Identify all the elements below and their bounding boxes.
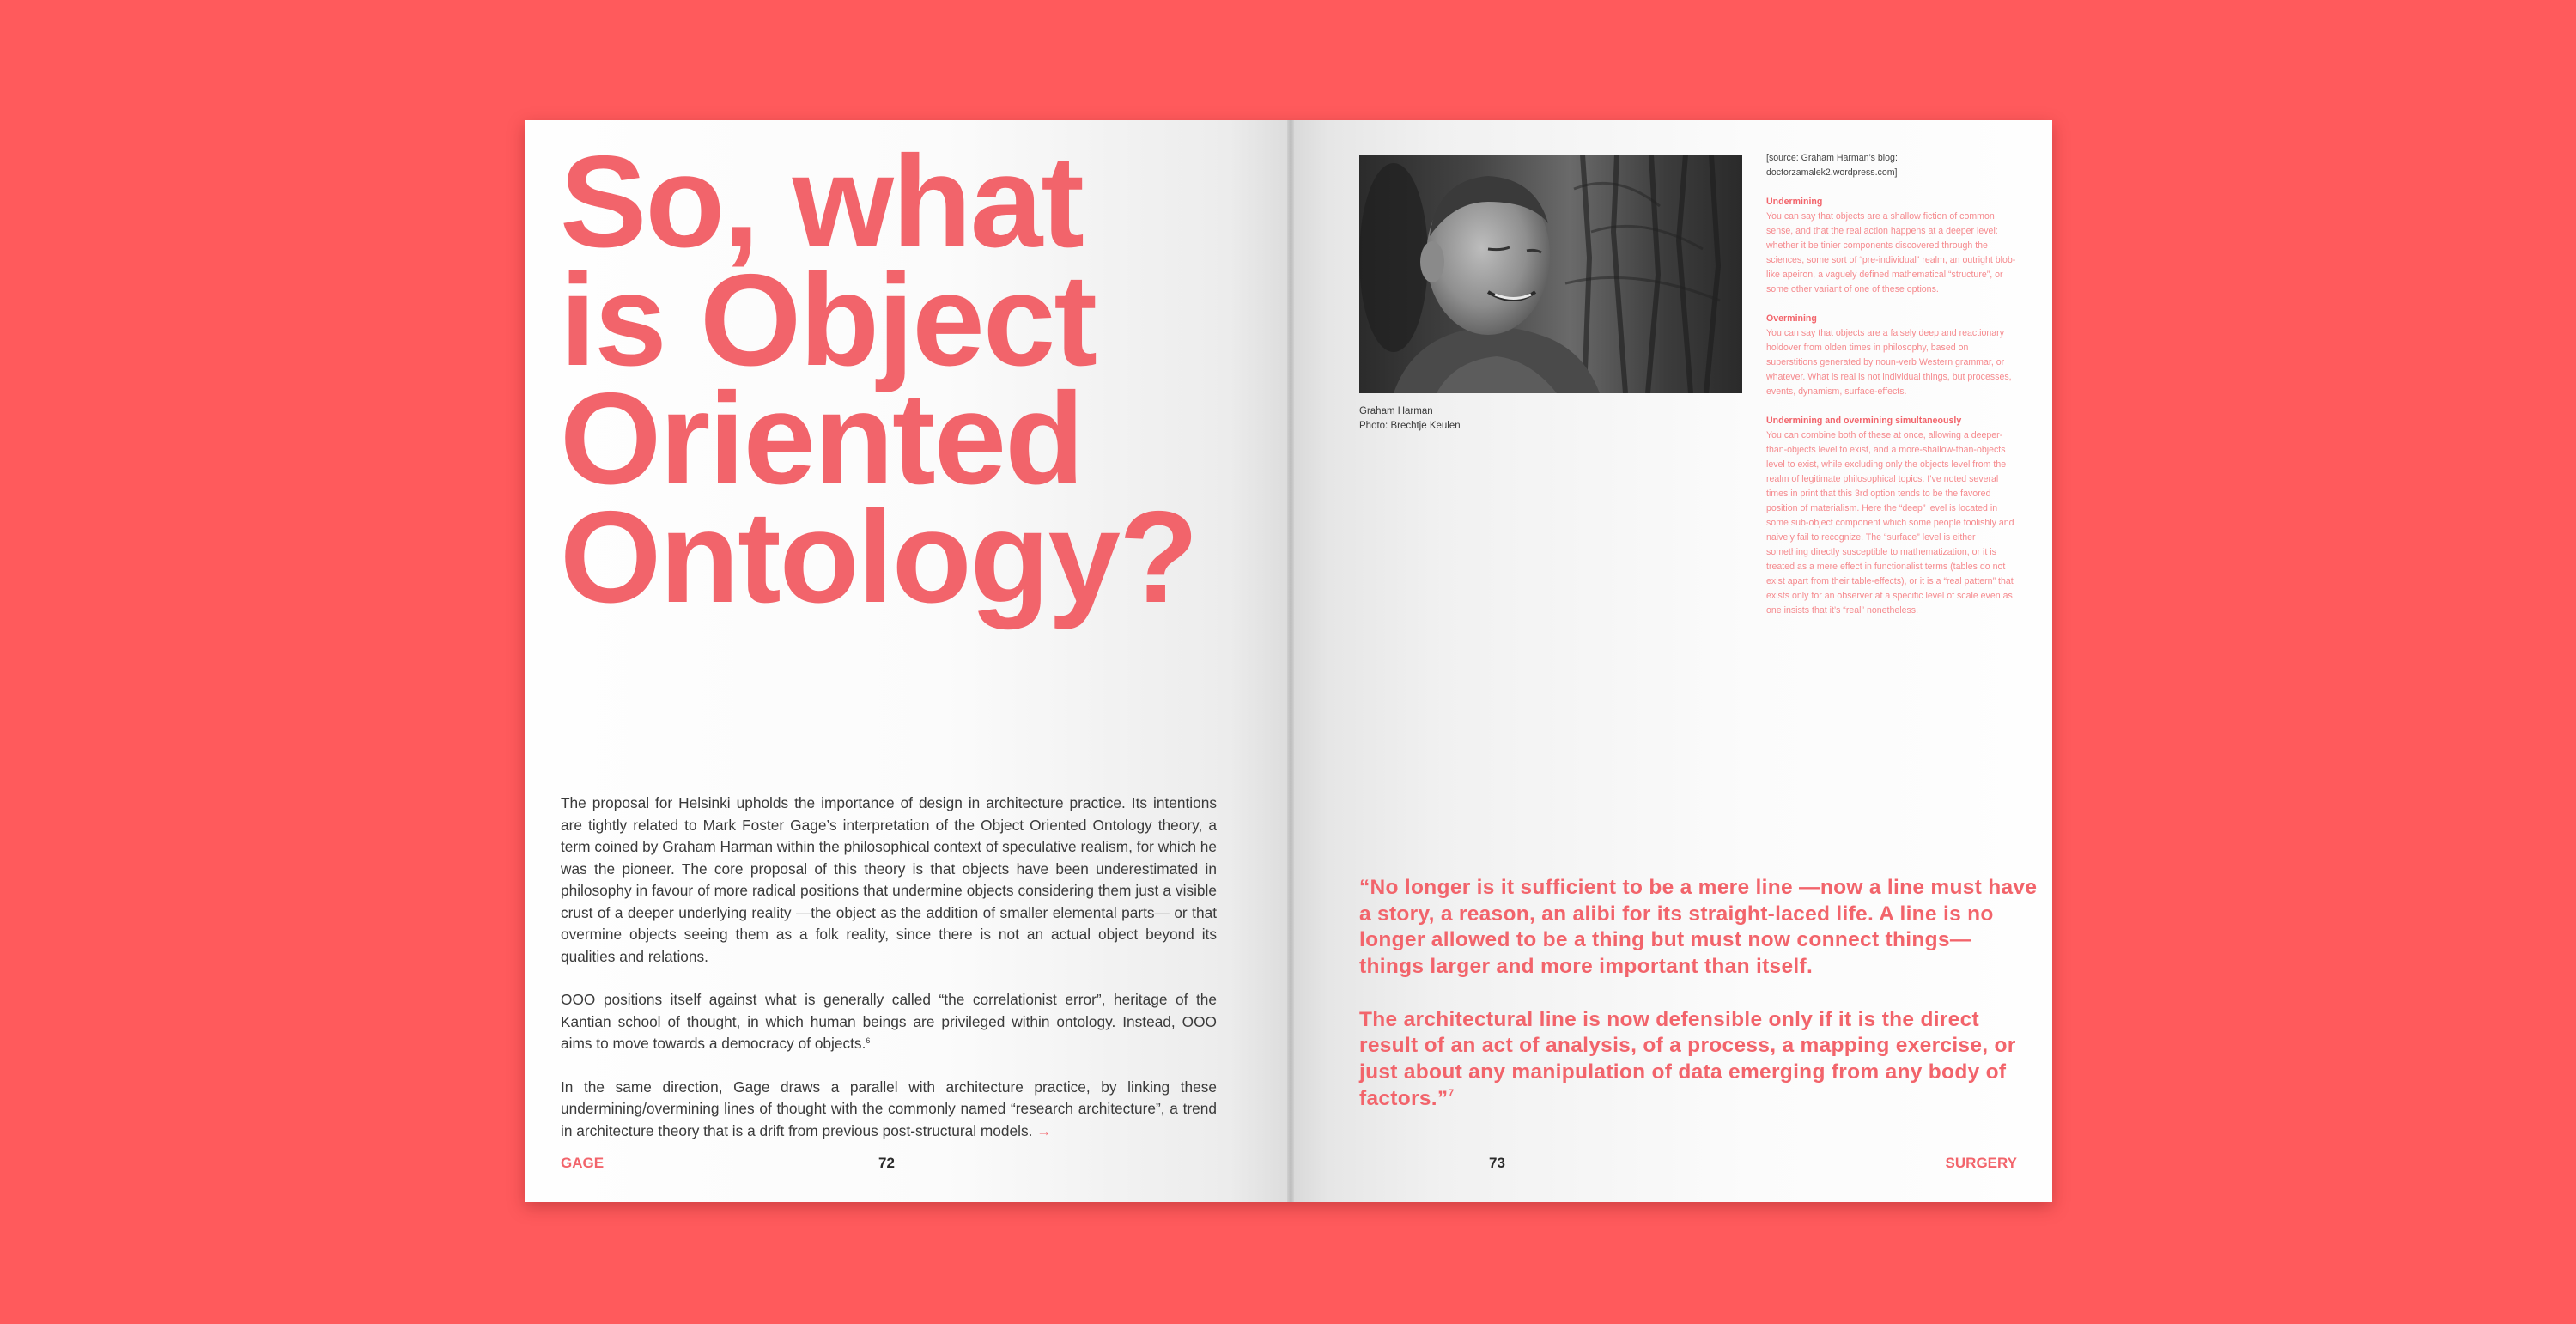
book-gutter <box>1287 120 1294 1202</box>
section-body: You can say that objects are a falsely deep and reactionary holdover from olden times in philosophy, based on superstitions generated by noun-verb Western grammar, or whatever. What is real is not individual things, but processes, events, dynamism, surface-effects. <box>1766 328 2012 397</box>
section-heading: Undermining and overmining simultaneously <box>1766 416 1962 426</box>
body-text <box>561 793 1217 1163</box>
caption-credit: Photo: Brechtje Keulen <box>1359 421 1461 431</box>
paragraph: OOO positions itself against what is generally called “the correlationist error”, heritage of the Kantian school of thought, in which human beings are privileged within ontology. Instead, OOO aims to move towards a democracy of objects.$^6$ <box>561 991 1217 1052</box>
quote-paragraph: “No longer is it sufficient to be a mere line —now a line must have a story, a reason, an alibi for its straight-laced life. A line is no longer allowed to be a thing but must now connect things— things larger and more important than itself. <box>1359 876 2038 979</box>
section-body: You can combine both of these at once, allowing a deeper-than-objects level to exist, and a more-shallow-than-objects level to exist, while excluding only the objects level from the realm of legitimate philosophical topics. I’ve noted several times in print that this 3rd option tends to be the favored position of materialism. Here the “deep” level is located in some sub-object component which some people foolishly and naively fail to recognize. The “surface” level is either something directly susceptible to mathematization, or it is treated as a mere effect in functionalist terms (tables do not exist apart from their table-effects), or it is a “real pattern” that exists only for an observer at a specific level of scale even as one insists that it’s “real” nonetheless. <box>1766 430 2014 616</box>
running-footer-label: GAGE <box>561 1155 605 1171</box>
paragraph: In the same direction, Gage draws a parallel with architecture practice, by linking these undermining/overmining lines of thought with the commonly named “research architecture”, a trend in architecture theory that is a drift from previous post-structural models. → <box>561 1078 1217 1139</box>
quote-paragraph: The architectural line is now defensible only if it is the direct result of an act of analysis, of a process, a mapping exercise, or just about any manipulation of data emerging from any body of factors.”$^7$ <box>1359 1007 2016 1110</box>
footnote-ref: 7 <box>1448 1086 1455 1099</box>
portrait-image <box>1359 155 1742 393</box>
source-note: [source: Graham Harman’s blog: doctorzamalek2.wordpress.com] <box>1766 153 1898 178</box>
left-page <box>525 120 1291 1202</box>
book-spread <box>525 120 2052 1202</box>
sidebar-column <box>1766 151 2020 633</box>
title-line: So, what <box>560 129 1083 275</box>
title-line: is Object <box>560 247 1096 393</box>
title-line: Ontology? <box>560 484 1197 630</box>
sidebar-section-overmining <box>1766 312 2020 399</box>
title-line: Oriented <box>560 366 1083 512</box>
continue-arrow-icon: → <box>1036 1121 1052 1139</box>
sidebar-section-undermining <box>1766 195 2020 297</box>
photo-caption <box>1359 404 1461 434</box>
section-body: You can say that objects are a shallow fiction of common sense, and that the real action happens at a deeper level: whether it be tinier components discovered through the sciences, some sort of “pre-individual” realm, an outright blob-like apeiron, a vaguely defined mathematical “structure”, or some other variant of one of these options. <box>1766 211 2016 295</box>
running-footer-label: SURGERY <box>1945 1155 2017 1171</box>
pull-quote <box>1359 875 2038 1139</box>
right-page <box>1291 120 2052 1202</box>
paragraph: The proposal for Helsinki upholds the importance of design in architecture practice. Its intentions are tightly related to Mark Foster Gage’s interpretation of the Object Oriented Ontology theory, a term coined by Graham Harman within the philosophical context of speculative realism, for which he was the pioneer. The core proposal of this theory is that objects have been underestimated in philosophy in favour of more radical positions that undermine objects considering them just a visible crust of a deeper underlying reality —the object as the addition of smaller elemental parts— or that overmine objects seeing them as a folk reality, since there is not an actual object beyond its qualities and relations. <box>561 794 1217 965</box>
page-number: 73 <box>1489 1155 1505 1171</box>
footnote-ref: 6 <box>866 1036 871 1045</box>
section-heading: Overmining <box>1766 313 1817 324</box>
section-heading: Undermining <box>1766 197 1823 207</box>
page-number: 72 <box>878 1155 895 1171</box>
portrait-photo <box>1359 155 1742 393</box>
sidebar-section-simultaneous <box>1766 414 2020 618</box>
page-title <box>560 129 1247 630</box>
caption-name: Graham Harman <box>1359 406 1433 416</box>
